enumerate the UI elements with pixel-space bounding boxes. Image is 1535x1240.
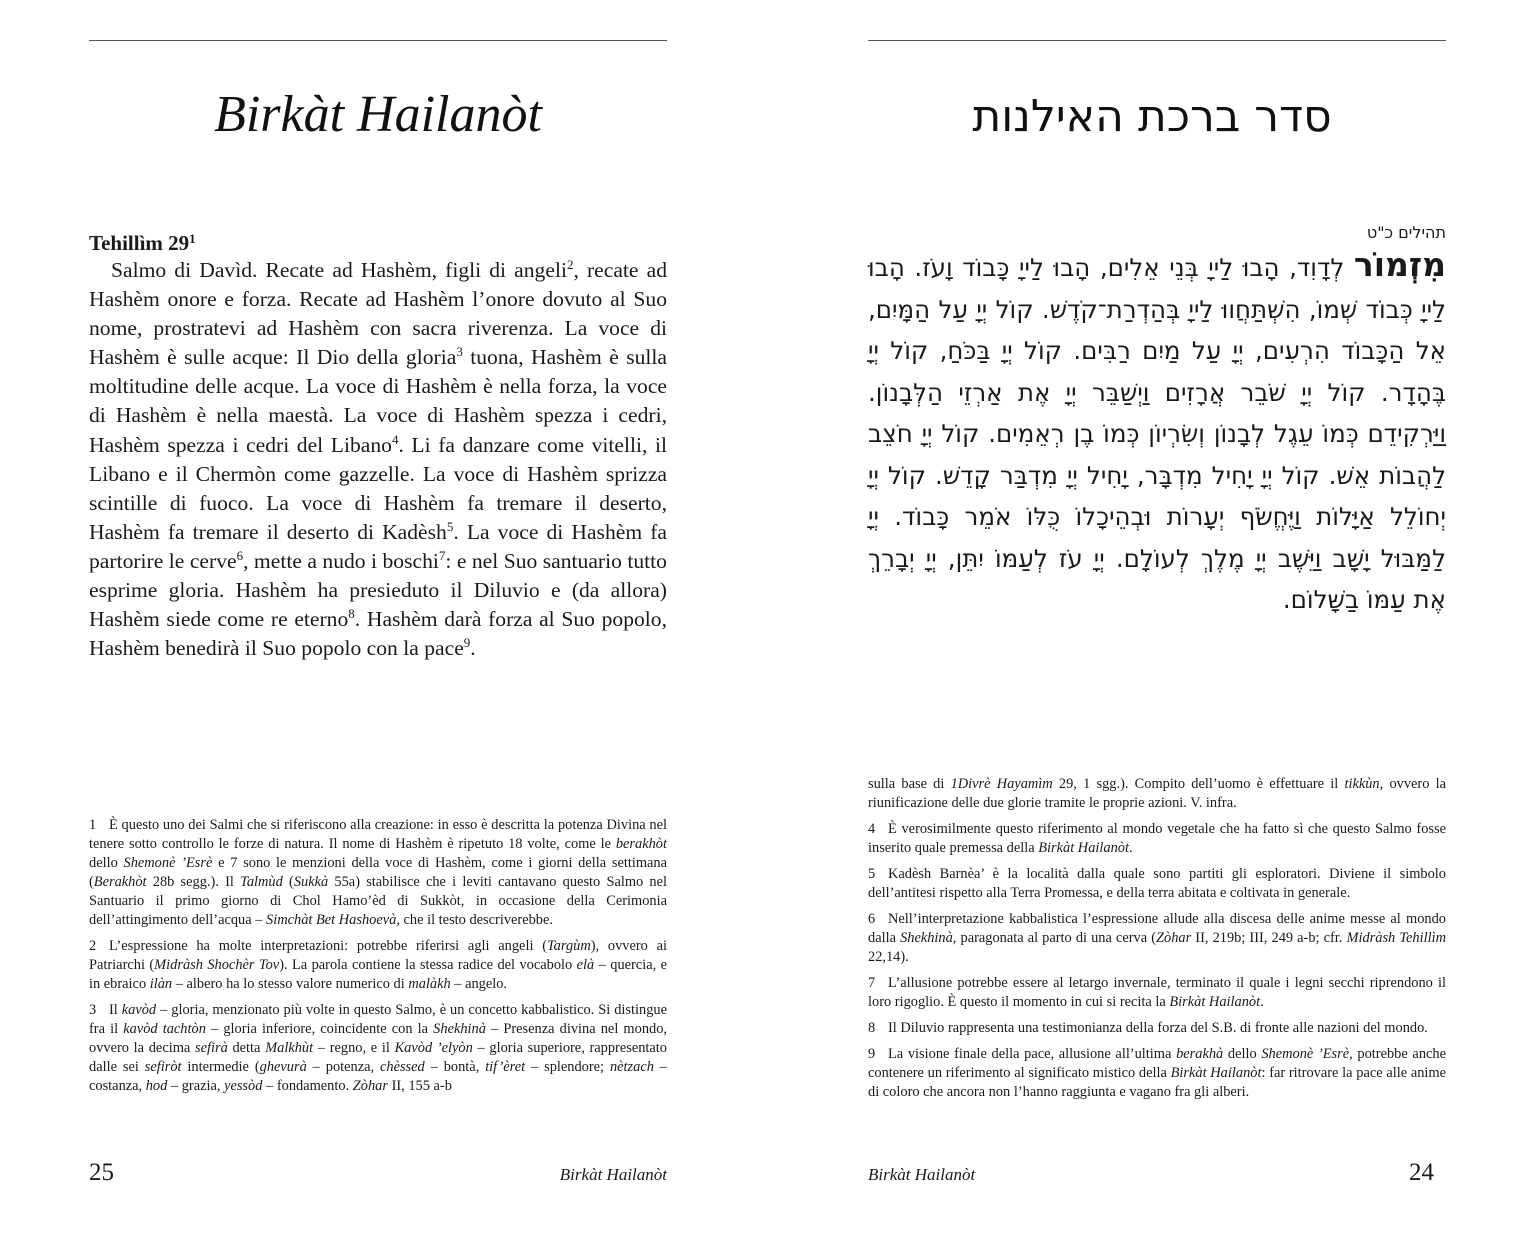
footnote-italic-term: Midràsh Tehillìm [1346,930,1446,946]
footnote-text: – Presenza divina nel mondo, ovvero la decima [89,1021,668,1056]
footnote-text: dello [89,855,124,871]
footnote-text: 29, 1 sgg.). Compito dell’uomo è effettuare il [1052,776,1345,792]
running-head: Birkàt Hailanòt [868,1165,976,1184]
footnote-number: 9 [868,1046,876,1062]
footnote-italic-term: nètzach [609,1059,654,1075]
footnote-text: – fondamento. [262,1078,353,1094]
footnote-italic-term: Kavòd ’elyòn [394,1040,473,1056]
footnote-number: 5 [868,866,876,882]
page-number: 25 [89,1159,114,1186]
psalm-body [89,256,667,663]
footnote-text: L’allusione potrebbe essere al letargo invernale, terminato il quale i legni secchi riprendono il loro rigoglio. È questo il momento in cui si recita la [868,975,1446,1010]
psalm-text: , recate ad Hashèm onore e forza. Recate ad Hashèm l’onore dovuto al Suo nome, prostratevi ad Hashèm con sacra riverenza. La voce di Hashèm è sulle acque: Il Dio della gloria [89,258,668,370]
footnote-italic-term: berakhòt [615,836,667,852]
footnote-number: 7 [868,975,876,991]
psalm-text: . La voce di Hashèm fa partorire le cerve [89,519,667,573]
footnote-italic-term: Talmùd [240,874,283,890]
footnote-ref: 5 [446,518,454,534]
psalm-text: . Li fa danzare come vitelli, il Libano e il Chermòn come gazzelle. La voce di Hashèm sprizza scintille di fuoco. La voce di Hashèm fa tremare il deserto, Hashèm fa tremare il deserto di Kadèsh [89,432,667,544]
psalm-text: . [470,636,476,661]
footnote [89,816,667,930]
footnote-italic-term: Shekhinà, [900,930,957,946]
footnote-italic-term: Shekhinà [433,1021,486,1037]
footnote-italic-term: Birkàt Hailanòt [1169,994,1261,1010]
footnote-italic-term: malàkh [408,976,451,992]
footnote-italic-term: Berakhòt [93,874,147,890]
footnote-text: che il testo descriverebbe. [399,912,553,928]
footnote [868,974,1446,1012]
footnote-text: – angelo. [450,976,508,992]
left-page [89,0,667,1240]
footnote-text: II, 219b; III, 249 a-b; cfr. [1191,930,1347,946]
footnote-italic-term: elà [576,957,595,973]
footnote-ref: 8 [348,606,355,622]
footnote-ref: 4 [391,431,399,447]
footnote-italic-term: Malkhùt [265,1040,314,1056]
header-rule [868,40,1446,41]
footnote-text: Nell’interpretazione kabbalistica l’espressione allude alla discesa delle anime messe al mondo dalla [868,911,1446,946]
footnote-text: Il Diluvio rappresenta una testimonianza della forza del S.B. di fronte alle nazioni del mondo. [888,1020,1428,1036]
footnote-italic-term: berakhà [1176,1046,1224,1062]
footnote [868,1019,1446,1038]
footnote-italic-term: Shemonè ’Esrè [123,855,213,871]
footnote-italic-term: Simchàt Bet Hashoevà, [266,912,400,928]
footnote-italic-term: Midràsh Shochèr Tov [154,957,280,973]
footnote-text: – gloria superiore, rappresentato dalle sei [89,1040,668,1075]
footnote-text: – splendore; [525,1059,610,1075]
footnotes [89,816,667,1103]
footnote-text: È questo uno dei Salmi che si riferiscono alla creazione: in esso è descritta la potenza Divina nel tenere sotto controllo le forze di natura. Il nome di Hashèm è ripetuto 18 volte, come le [89,817,667,852]
footnote-text: 55a) stabilisce che i leviti cantavano questo Salmo nel Santuario il primo giorno di Chol Hamo’èd di Sukkòt, in occasione della Cerimonia dell’attingimento dell’acqua – [89,874,668,928]
footnote-italic-term: tif’èret [485,1059,526,1075]
psalm-text: Salmo di Davìd. Recate ad Hashèm, figli di angeli [111,258,567,282]
header-rule [89,40,667,41]
page-number: 24 [1409,1159,1434,1186]
footnote-italic-term: Shemonè ’Esrè [1261,1046,1350,1062]
hebrew-psalm-text [868,244,1446,621]
footnote-italic-term: Targùm [547,938,591,954]
footnote-italic-term: yessòd [224,1078,263,1094]
footnote-ref: 2 [566,257,574,272]
footnote-italic-term: sefiròt [144,1059,182,1075]
footnote-text: ), ovvero ai Patriarchi ( [89,938,667,973]
footnote-text: – albero ha lo stesso valore numerico di [172,976,409,992]
psalm-text: , mette a nudo i boschi [243,548,439,573]
footnote-text: detta [227,1040,266,1056]
footnotes [868,775,1446,1109]
footnote-text: II, 155 a-b [387,1078,452,1094]
footnote-text: – quercia, e in ebraico [89,957,667,992]
footnote-number: 3 [89,1002,97,1018]
footnote-text: : far ritrovare la pace alle anime di coloro che ancora non l’hanno raggiunta e vagano fra gli alberi. [868,1065,1446,1100]
footnote-ref: 6 [236,547,244,563]
footnote-text: ovvero la riunificazione delle due glorie tramite le proprie azioni. V. infra. [868,776,1446,811]
footnote-italic-term: kavòd tachtòn [123,1021,206,1037]
footnote-italic-term: 1Divrè Hayamìm [950,776,1053,792]
footnote [868,820,1446,858]
footnote-italic-term: sefirà [195,1040,228,1056]
footnote-italic-term: Zòhar [1156,930,1192,946]
psalm-text: . Hashèm darà forza al Suo popolo, Hashèm benedirà il Suo popolo con la pace [89,607,667,661]
footnote-italic-term: tikkùn, [1344,776,1384,792]
footnote-italic-term: ilàn [149,976,173,992]
footnote-text: sulla base di [868,776,951,792]
footnote-ref: 3 [456,344,463,360]
footnote [868,1045,1446,1102]
psalm-heading-text: Tehillìm 29 [89,231,190,255]
footnote-ref: 1 [189,231,196,246]
footnote-text: dello [1223,1046,1262,1062]
footnote-number: 4 [868,821,876,837]
footnote-text: È verosimilmente questo riferimento al mondo vegetale che ha fatto sì che questo Salmo fosse inserito quale premessa della [868,821,1446,856]
footnote-italic-term: chèssed [379,1059,425,1075]
footnote-italic-term: hod [145,1078,168,1094]
footnote-text: Il [109,1002,122,1018]
footnote-text: ( [282,874,294,890]
hebrew-text: לְדָוִד, הָבוּ לַייָ בְּנֵי אֵלִים, הָבוּ לַייָ כָּבוֹד וָעֹז. הָבוּ לַייָ כְּבוֹד שְׁמוֹ, הִשְׁתַּחֲווּ לַייָ בְּהַדְרַת־קֹדֶשׁ. קוֹל יְיָ עַל הַמָּיִם, אֵל הַכָּבוֹד הִרְעִים, יְיָ עַל מַיִם רַבִּים. קוֹל יְיָ בַּכֹּחַ, קוֹל יְיָ בֶּהָדָר. קוֹל יְיָ שֹׁבֵר אֲרָזִים וַיְשַׁבֵּר יְיָ אֶת אַרְזֵי הַלְּבָנוֹן. וַיַּרְקִידֵם כְּמוֹ עֵגֶל לְבָנוֹן וְשִׂרְיוֹן כְּמוֹ בֶן רְאֵמִים. קוֹל יְיָ חֹצֵב לַהֲבוֹת אֵשׁ. קוֹל יְיָ יָחִיל מִדְבָּר, יָחִיל יְיָ מִדְבַּר קָדֵשׁ. קוֹל יְיָ יְחוֹלֵל אַיָּלוֹת וַיֶּחֱשֹׂף יְעָרוֹת וּבְהֵיכָלוֹ כֻּלּוֹ אֹמֵר כָּבוֹד. יְיָ לַמַּבּוּל יָשָׁב וַיֵּשֶׁב יְיָ מֶלֶךְ לְעוֹלָם. יְיָ עֹז לְעַמּוֹ יִתֵּן, יְיָ יְבָרֵךְ אֶת עַמּוֹ בַשָּׁלוֹם. [868,253,1446,614]
footnote-italic-term: Zòhar [352,1078,388,1094]
footnote-italic-term: kavòd [121,1002,157,1018]
footnote-text: e 7 sono le menzioni della voce di Hashèm, come i giorni della settimana ( [89,855,668,890]
footnote-text: 22,14). [868,949,909,965]
hebrew-psalm-reference: תהילים כ"ט [1366,223,1446,242]
footnote-text: , potrebbe anche contenere un riferimento al significato mistico della [868,1046,1446,1081]
footnote-number: 8 [868,1020,876,1036]
page-title: Birkàt Hailanòt [214,86,542,143]
footnote-text: – bontà, [424,1059,486,1075]
hebrew-title: סדר ברכת האילנות [972,91,1332,142]
footnote-number: 2 [89,938,97,954]
footnote [89,1001,667,1096]
footnote-text: 28b segg.). Il [146,874,241,890]
footnote-text: ). La parola contiene la stessa radice del vocabolo [279,957,577,973]
footnote [868,865,1446,903]
footnote-text: intermedie ( [181,1059,260,1075]
psalm-text: tuona, Hashèm è sulla moltitudine delle acque. La voce di Hashèm è nella forza, la voce di Hashèm è nella maestà. La voce di Hashèm spezza i cedri, Hashèm spezza i cedri del Libano [89,345,667,457]
psalm-text: : e nel Suo santuario tutto esprime gloria. Hashèm ha presieduto il Diluvio e (da allora) Hashèm siede come re eterno [89,548,667,632]
footnote-text: Kadèsh Barnèa’ è la località dalla quale sono partiti gli esploratori. Diviene il simbolo dell’antitesi rispetto alla Terra Promessa, e della terra abitata e coltivata in generale. [868,866,1446,901]
right-page [868,0,1446,1240]
footnote-ref: 7 [438,547,446,563]
footnote-text: – regno, e il [313,1040,395,1056]
footnote-text: – costanza, [89,1059,668,1094]
footnote-italic-term: Sukkà [293,874,329,890]
footnote [89,937,667,994]
footnote-number: 1 [89,817,97,833]
psalm-heading [89,226,196,256]
hebrew-first-word: מִזְמוֹר [1353,245,1446,284]
footnote-number: 6 [868,911,876,927]
footnote-text: L’espressione ha molte interpretazioni: potrebbe riferirsi agli angeli ( [109,938,547,954]
footnote-italic-term: ghevurà [259,1059,307,1075]
footnote [868,775,1446,813]
footnote-text: . [1128,840,1133,856]
footnote-text: – gloria, menzionato più volte in questo Salmo, è un concetto kabbalistico. Si distingue fra il [89,1002,667,1037]
footnote-italic-term: Birkàt Hailanòt [1170,1065,1262,1081]
footnote-italic-term: Birkàt Hailanòt [1038,840,1129,856]
footnote-text: – grazia, [167,1078,225,1094]
footnote-text: La visione finale della pace, allusione all’ultima [888,1046,1177,1062]
footnote-text: . [1260,994,1264,1010]
footnote-text: – potenza, [306,1059,380,1075]
footnote-ref: 9 [463,635,471,651]
footnote-text: – gloria inferiore, coincidente con la [205,1021,434,1037]
footnote [868,910,1446,967]
running-head: Birkàt Hailanòt [559,1165,667,1184]
footnote-text: paragonata al parto di una cerva ( [956,930,1157,946]
